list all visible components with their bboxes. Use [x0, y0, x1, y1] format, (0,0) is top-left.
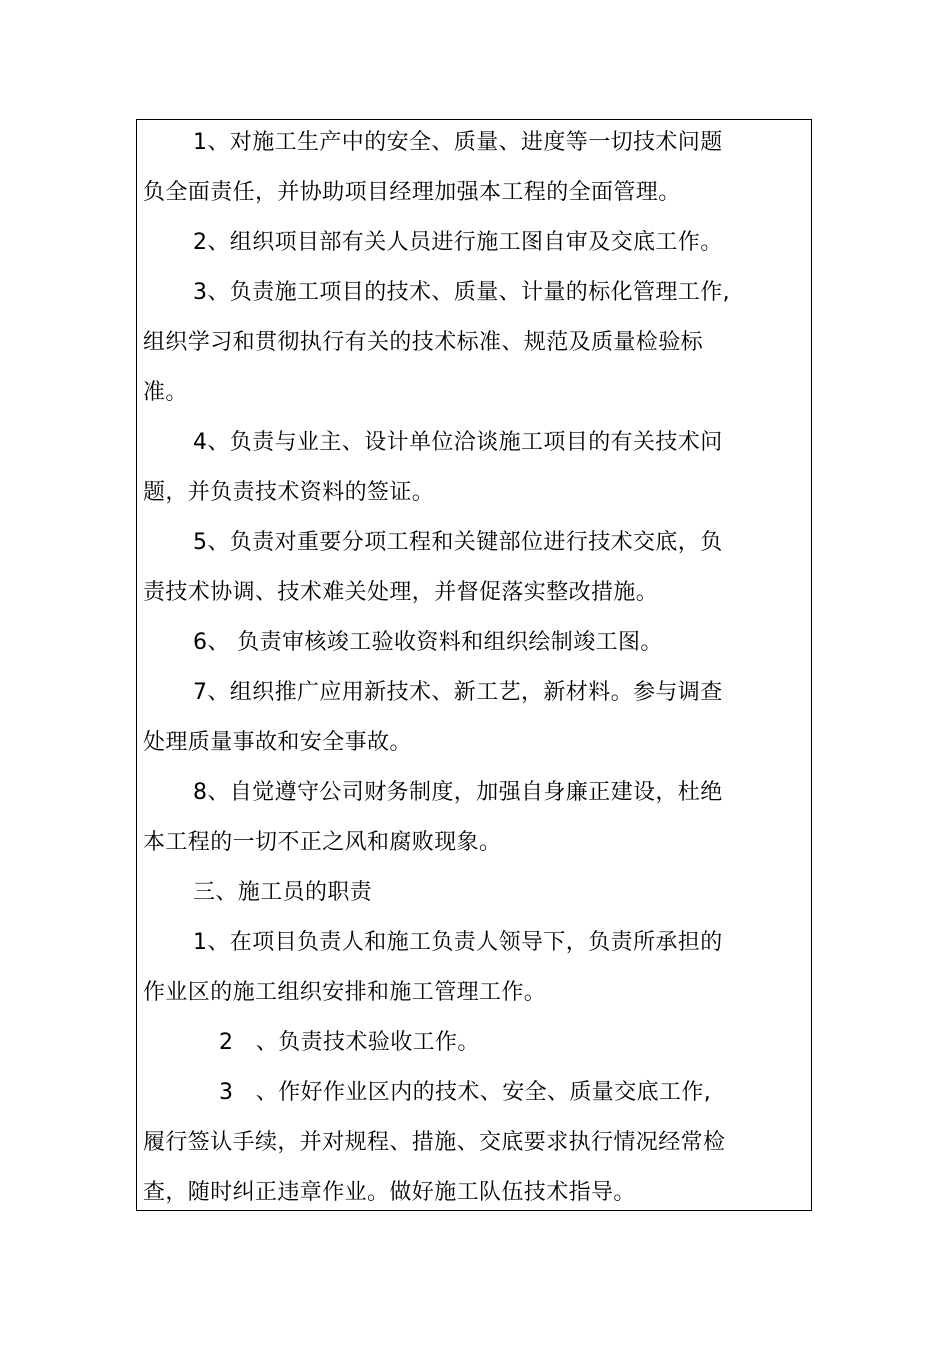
- text-line: 题，并负责技术资料的签证。: [143, 480, 435, 505]
- section-heading: 三、施工员的职责: [193, 880, 373, 905]
- text-line: 处理质量事故和安全事故。: [143, 730, 412, 755]
- text-line: 1、对施工生产中的安全、质量、进度等一切技术问题: [193, 130, 723, 155]
- text-line: 3 、作好作业区内的技术、安全、质量交底工作,: [219, 1080, 712, 1105]
- text-line: 准。: [143, 380, 188, 405]
- text-line: 查，随时纠正违章作业。做好施工队伍技术指导。: [143, 1180, 636, 1205]
- text-line: 组织学习和贯彻执行有关的技术标准、规范及质量检验标: [143, 330, 704, 355]
- text-line: 4、负责与业主、设计单位洽谈施工项目的有关技术问: [193, 430, 723, 455]
- text-line: 3、负责施工项目的技术、质量、计量的标化管理工作,: [193, 280, 730, 305]
- text-line: 1、在项目负责人和施工负责人领导下，负责所承担的: [193, 930, 723, 955]
- text-line: 负全面责任，并协助项目经理加强本工程的全面管理。: [143, 180, 681, 205]
- text-line: 2 、负责技术验收工作。: [219, 1030, 480, 1055]
- text-line: 8、自觉遵守公司财务制度，加强自身廉正建设，杜绝: [193, 780, 723, 805]
- text-line: 作业区的施工组织安排和施工管理工作。: [143, 980, 547, 1005]
- text-line: 本工程的一切不正之风和腐败现象。: [143, 830, 502, 855]
- text-line: 6、 负责审核竣工验收资料和组织绘制竣工图。: [193, 630, 663, 655]
- text-line: 履行签认手续，并对规程、措施、交底要求执行情况经常检: [143, 1130, 726, 1155]
- text-line: 责技术协调、技术难关处理，并督促落实整改措施。: [143, 580, 659, 605]
- text-line: 2、组织项目部有关人员进行施工图自审及交底工作。: [193, 230, 723, 255]
- text-line: 7、组织推广应用新技术、新工艺，新材料。参与调查: [193, 680, 723, 705]
- text-line: 5、负责对重要分项工程和关键部位进行技术交底，负: [193, 530, 723, 555]
